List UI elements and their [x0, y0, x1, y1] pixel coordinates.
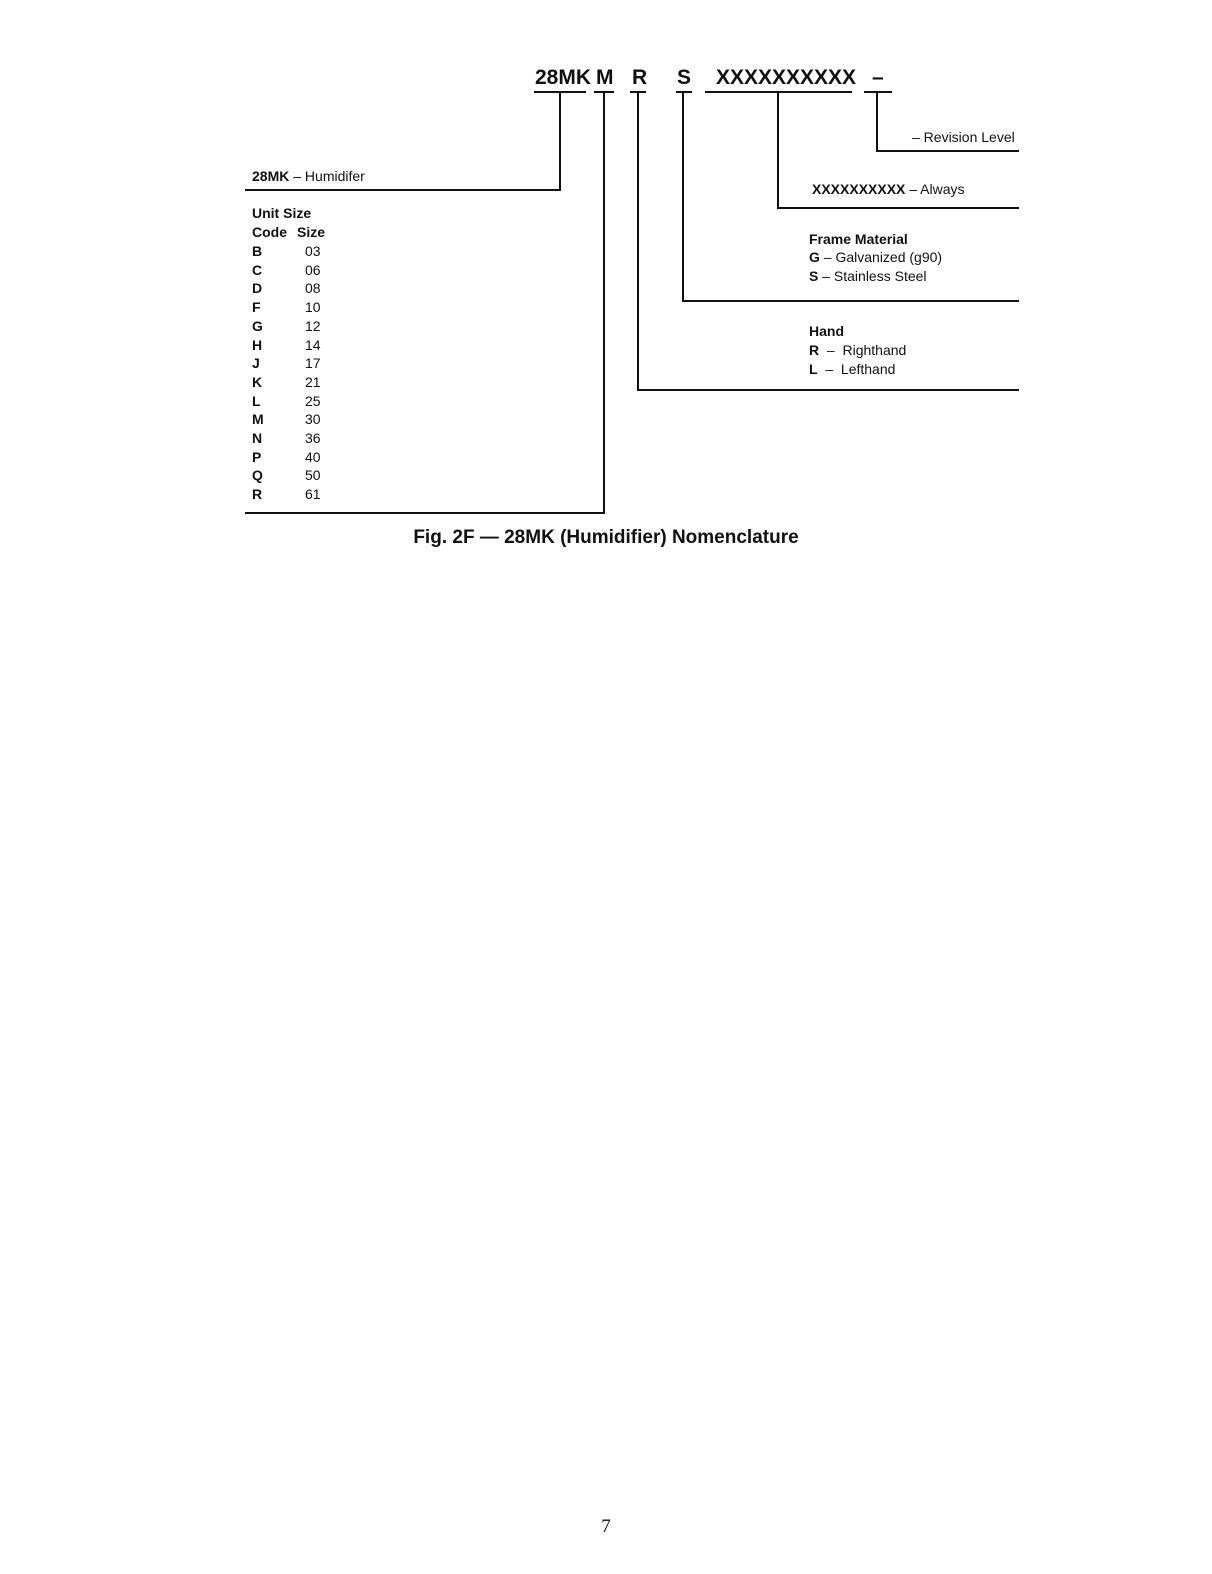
unit-size-title: Unit Size [252, 205, 312, 221]
figure-caption: Fig. 2F — 28MK (Humidifier) Nomenclature [413, 527, 799, 548]
unit-size-value: 25 [305, 392, 321, 409]
unit-size-row [252, 317, 352, 335]
reserved-label [812, 180, 965, 198]
unit-size-code: D [252, 280, 263, 297]
unit-size-row [252, 373, 352, 391]
unit-size-code: J [252, 355, 260, 372]
code-hand: R [632, 66, 648, 89]
unit-size-code: R [252, 486, 263, 503]
unit-size-value: 36 [305, 430, 321, 446]
hand-option-l-code: L [809, 361, 818, 377]
hand-option-r-desc: – Righthand [819, 342, 907, 358]
unit-size-code: L [252, 392, 261, 409]
unit-size-row [252, 466, 352, 484]
leader-base-model-vertical [559, 91, 561, 191]
frame-option-s-code: S [809, 268, 819, 284]
hand-option-l [809, 360, 895, 378]
unit-size-code: H [252, 336, 263, 353]
hand-title: Hand [809, 323, 844, 339]
code-reserved: XXXXXXXXXX [716, 66, 857, 89]
frame-option-s-desc: – Stainless Steel [818, 268, 927, 284]
code-unit-size: M [596, 66, 614, 89]
code-revision: – [872, 66, 884, 89]
unit-size-value: 40 [305, 448, 321, 465]
hand-option-r [809, 341, 906, 359]
leader-frame-horizontal [682, 300, 1019, 302]
leader-unit-size-horizontal [245, 512, 605, 514]
frame-option-g [809, 248, 942, 266]
unit-size-row [252, 354, 352, 372]
unit-size-row [252, 298, 352, 316]
unit-size-value: 17 [305, 355, 321, 372]
unit-size-value: 30 [305, 411, 321, 428]
base-model-label-desc: – Humidifer [289, 168, 365, 184]
unit-size-value: 12 [305, 317, 321, 334]
unit-size-code-header: Code [252, 224, 287, 240]
unit-size-row [252, 392, 352, 410]
unit-size-code: G [252, 317, 263, 334]
unit-size-row [252, 448, 352, 466]
unit-size-code: Q [252, 467, 263, 484]
unit-size-value: 03 [305, 243, 321, 259]
reserved-label-code: XXXXXXXXXX [812, 181, 906, 197]
unit-size-code: C [252, 261, 263, 278]
underline-revision [864, 91, 892, 93]
unit-size-code: P [252, 448, 262, 465]
unit-size-row [252, 242, 352, 260]
leader-revision-horizontal [876, 150, 1019, 152]
unit-size-row [252, 429, 352, 447]
leader-hand-horizontal [637, 389, 1019, 391]
base-model-label [252, 167, 365, 185]
unit-size-row [252, 410, 352, 428]
unit-size-code: N [252, 430, 263, 446]
unit-size-value: 10 [305, 299, 321, 316]
leader-unit-size-vertical [603, 91, 605, 514]
leader-reserved-horizontal [777, 207, 1019, 209]
frame-material-title: Frame Material [809, 231, 908, 247]
code-frame-material: S [677, 66, 692, 89]
unit-size-value: 06 [305, 261, 321, 278]
frame-option-s [809, 267, 927, 285]
unit-size-row [252, 261, 352, 279]
unit-size-value: 21 [305, 373, 321, 390]
unit-size-value: 50 [305, 467, 321, 484]
unit-size-value: 08 [305, 280, 321, 297]
unit-size-code: F [252, 299, 261, 316]
unit-size-value: 14 [305, 336, 321, 353]
underline-frame-material [676, 91, 692, 93]
base-model-label-code: 28MK [252, 168, 290, 184]
unit-size-value: 61 [305, 486, 321, 503]
page-number: 7 [601, 1516, 611, 1537]
code-base-model: 28MK [535, 66, 592, 89]
unit-size-code: B [252, 243, 263, 259]
unit-size-size-header: Size [297, 224, 326, 240]
frame-option-g-code: G [809, 249, 820, 265]
unit-size-code: K [252, 373, 263, 390]
leader-reserved-vertical [777, 91, 779, 209]
reserved-label-desc: – Always [905, 181, 965, 197]
leader-base-model-horizontal [245, 189, 561, 191]
hand-option-r-code: R [809, 342, 820, 358]
unit-size-row [252, 336, 352, 354]
hand-option-l-desc: – Lefthand [817, 361, 896, 377]
leader-hand-vertical [637, 91, 639, 391]
frame-option-g-desc: – Galvanized (g90) [819, 249, 943, 265]
unit-size-row [252, 485, 352, 503]
leader-revision-vertical [876, 91, 878, 152]
revision-label: – Revision Level [912, 129, 1015, 145]
leader-frame-vertical [682, 91, 684, 302]
unit-size-row [252, 279, 352, 297]
unit-size-code: M [252, 411, 264, 428]
